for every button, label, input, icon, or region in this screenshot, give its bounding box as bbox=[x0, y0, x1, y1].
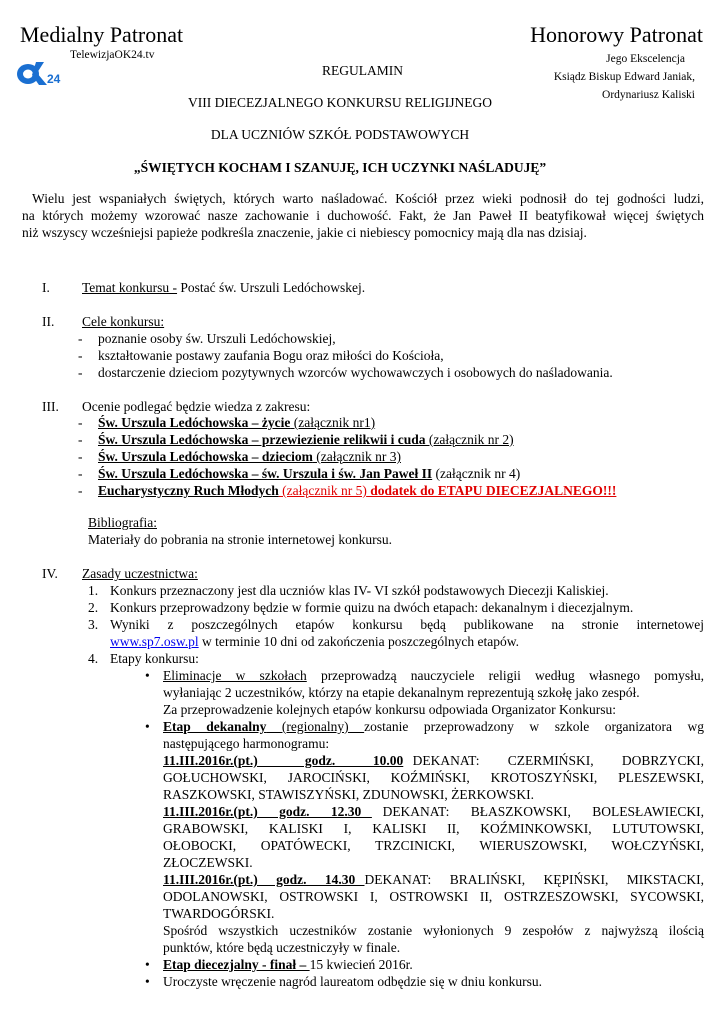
rule-item: Wyniki z poszczególnych etapów konkursu będą publikowane na stronie internetowej bbox=[110, 617, 704, 632]
section-number: III. bbox=[42, 399, 59, 414]
section-text: Postać św. Urszuli Ledóchowskej. bbox=[177, 280, 366, 295]
schedule-date: 11.III.2016r.(pt.) godz. 14.30 bbox=[163, 872, 365, 887]
list-number: 2. bbox=[88, 600, 99, 615]
list-item bbox=[98, 414, 375, 431]
schedule-line: ODOLANOWSKI, OSTROWSKI I, OSTROWSKI II, OSTRZESZOWSKI, SYCOWSKI, bbox=[163, 889, 704, 904]
list-number: 4. bbox=[88, 651, 99, 666]
finalists-line: Spośród wszystkich uczestników zostanie wyłonionych 9 zespołów z najwyższą ilością bbox=[163, 923, 704, 938]
media-patron-title: Medialny Patronat bbox=[20, 22, 184, 47]
dash: - bbox=[78, 466, 83, 481]
list-item: kształtowanie postawy zaufania Bogu oraz miłości do Kościoła, bbox=[98, 348, 444, 363]
rule-item-cont bbox=[110, 633, 519, 650]
schedule-date: 11.III.2016r.(pt.) godz. 10.00 bbox=[163, 753, 404, 768]
item-rest: (załącznik nr 3) bbox=[312, 449, 401, 464]
list-item: dostarczenie dzieciom pozytywnych wzorców wychowawczych i osobowych do naśladowania. bbox=[98, 365, 613, 380]
schedule-text: DEKANAT: BŁASZKOWSKI, BOLESŁAWIECKI, bbox=[371, 804, 704, 819]
dash: - bbox=[78, 331, 83, 346]
item-bold: Eucharystyczny Ruch Młodych bbox=[98, 483, 279, 498]
media-patron-subtitle: TelewizjaOK24.tv bbox=[70, 49, 155, 61]
item-bold: Św. Urszula Ledóchowska – przewiezienie relikwii i cuda bbox=[98, 432, 426, 447]
schedule-line: RASZKOWSKI, STAWISZYŃSKI, ZDUNOWSKI, ŻERKOWSKI. bbox=[163, 787, 534, 802]
dash: - bbox=[78, 348, 83, 363]
list-item bbox=[98, 448, 401, 465]
stage-school bbox=[163, 667, 704, 684]
schedule-line: ZŁOCZEWSKI. bbox=[163, 855, 253, 870]
list-item bbox=[98, 465, 520, 482]
doc-title-line3: DLA UCZNIÓW SZKÓŁ PODSTAWOWYCH bbox=[210, 127, 470, 142]
item-rest: (załącznik nr 4) bbox=[432, 466, 521, 481]
stage-text: przeprowadzą nauczyciele religii według własnego pomysłu, bbox=[306, 668, 704, 683]
item-red-bold: dodatek do ETAPU DIECEZJALNEGO!!! bbox=[366, 483, 617, 498]
schedule-line bbox=[163, 871, 704, 888]
stage-label: Etap diecezjalny - finał – bbox=[163, 957, 310, 972]
schedule-line: GOŁUCHOWSKI, JAROCIŃSKI, KOŹMIŃSKI, KROTOSZYŃSKI, PLESZEWSKI, bbox=[163, 770, 704, 785]
schedule-line: OŁOBOCKI, OPATÓWECKI, TRZCINICKI, WIERUSZOWSKI, WOŁCZYŃSKI, bbox=[163, 838, 704, 853]
schedule-text: DEKANAT: BRALIŃSKI, KĘPIŃSKI, MIKSTACKI, bbox=[364, 872, 705, 887]
dash: - bbox=[78, 415, 83, 430]
item-red: (załącznik nr 5) bbox=[278, 483, 367, 498]
section-label: Zasady uczestnictwa: bbox=[82, 566, 198, 581]
rule-text: w terminie 10 dni od zakończenia poszczególnych etapów. bbox=[198, 634, 520, 649]
rule-item: Konkurs przeprowadzony będzie w formie quizu na dwóch etapach: dekanalnym i diecezjalnym. bbox=[110, 600, 634, 615]
item-bold: Św. Urszula Ledóchowska – życie bbox=[98, 415, 291, 430]
finalists-line: punktów, które będą uczestniczyły w finale. bbox=[163, 940, 401, 955]
svg-text:24: 24 bbox=[47, 72, 61, 86]
stage-text: następującego harmonogramu: bbox=[163, 736, 330, 751]
bibliography-label: Bibliografia: bbox=[88, 515, 157, 530]
dash: - bbox=[78, 483, 83, 498]
schedule-line bbox=[163, 752, 704, 769]
list-item bbox=[98, 431, 514, 448]
schedule-line: GRABOWSKI, KALISKI I, KALISKI II, KOŹMINKOWSKI, LUTUTOWSKI, bbox=[163, 821, 704, 836]
section-label: Cele konkursu: bbox=[82, 314, 165, 329]
stage-text: wyłaniając 2 uczestników, którzy na etapie dekanalnym reprezentują szkołę jako zespół. bbox=[163, 685, 640, 700]
section-number: I. bbox=[42, 280, 50, 295]
item-bold: Św. Urszula Ledóchowska – św. Urszula i św. Jan Paweł II bbox=[98, 466, 433, 481]
section-label: Ocenie podlegać będzie wiedza z zakresu: bbox=[82, 399, 311, 414]
schedule-line: TWARDOGÓRSKI. bbox=[163, 906, 275, 921]
doc-title: REGULAMIN bbox=[322, 63, 403, 78]
website-link[interactable]: www.sp7.osw.pl bbox=[110, 634, 199, 649]
dash: - bbox=[78, 449, 83, 464]
stage-diocesan bbox=[163, 956, 413, 973]
intro-line: Wielu jest wspaniałych świętych, których warto naśladować. Kościół przez wieki podnosił do tej godności ludzi, bbox=[32, 191, 704, 206]
item-bold: Św. Urszula Ledóchowska – dzieciom bbox=[98, 449, 313, 464]
stage-text: zostanie przeprowadzony w szkole organizatora wg bbox=[364, 719, 704, 734]
patron-line: Ksiądz Biskup Edward Janiak, bbox=[553, 71, 695, 83]
dash: - bbox=[78, 432, 83, 447]
patron-line: Ordynariusz Kaliski bbox=[602, 89, 695, 101]
dash: - bbox=[78, 365, 83, 380]
patron-line: Jego Ekscelencja bbox=[606, 53, 685, 65]
bibliography-text: Materiały do pobrania na stronie internetowej konkursu. bbox=[88, 532, 393, 547]
section-label: Temat konkursu - bbox=[82, 280, 178, 295]
doc-title-line2: VIII DIECEZJALNEGO KONKURSU RELIGIJNEGO bbox=[187, 95, 493, 110]
schedule-text: DEKANAT: CZERMIŃSKI, DOBRZYCKI, bbox=[403, 753, 705, 768]
stage-label: Etap dekanalny bbox=[163, 719, 267, 734]
doc-motto: „ŚWIĘTYCH KOCHAM I SZANUJĘ, ICH UCZYNKI NAŚLADUJĘ” bbox=[133, 160, 547, 175]
list-number: 3. bbox=[88, 617, 99, 632]
rule-item: Etapy konkursu: bbox=[110, 651, 199, 666]
organizer-line: Za przeprowadzenie kolejnych etapów konkursu odpowiada Organizator Konkursu: bbox=[163, 702, 616, 717]
stage-deanery bbox=[163, 718, 704, 735]
list-number: 1. bbox=[88, 583, 99, 598]
list-item: poznanie osoby św. Urszuli Ledóchowskiej, bbox=[98, 331, 336, 346]
item-rest: (załącznik nr 2) bbox=[425, 432, 514, 447]
awards-line: • Uroczyste wręczenie nagród laureatom odbędzie się w dniu konkursu. bbox=[163, 973, 542, 990]
rule-item: Konkurs przeznaczony jest dla uczniów klas IV- VI szkół podstawowych Diecezji Kaliskiej. bbox=[110, 583, 609, 598]
intro-line: na których możemy wzorować nasze zachowanie i duchowość. Fakt, że Jan Paweł II beatyfikował więcej świętych bbox=[22, 208, 704, 223]
item-rest: (załącznik nr1) bbox=[290, 415, 376, 430]
stage-text: 15 kwiecień 2016r. bbox=[309, 957, 413, 972]
section-number: II. bbox=[42, 314, 55, 329]
stage-paren: (regionalny) bbox=[266, 719, 365, 734]
intro-line: niż wszyscy wcześniejsi papieże podkreśla znaczenie, jakie ci niebiescy pomocnicy mają dla nas dzisiaj. bbox=[22, 225, 587, 240]
section-number: IV. bbox=[42, 566, 58, 581]
honorary-patron-title: Honorowy Patronat bbox=[530, 22, 703, 47]
stage-label: Eliminacje w szkołach bbox=[163, 668, 307, 683]
section-1 bbox=[82, 279, 365, 296]
schedule-line bbox=[163, 803, 704, 820]
schedule-date: 11.III.2016r.(pt.) godz. 12.30 bbox=[163, 804, 372, 819]
list-item-extra bbox=[98, 482, 616, 499]
